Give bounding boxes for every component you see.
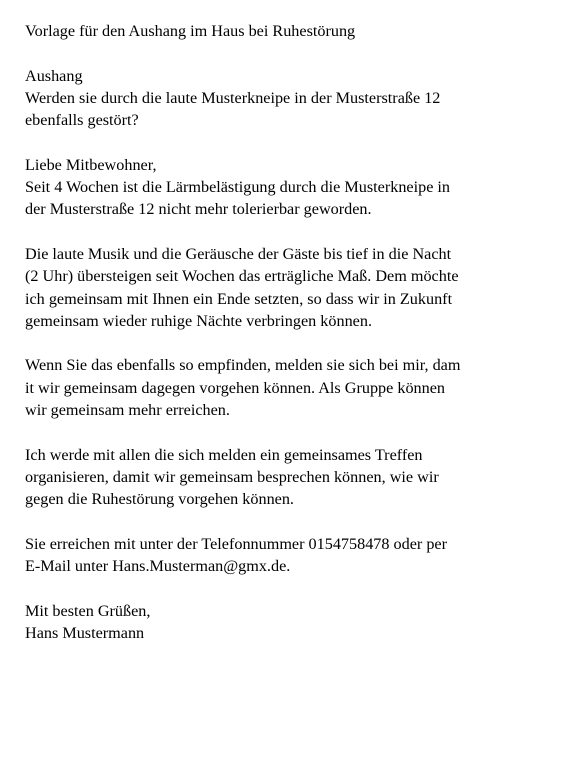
closing: Mit besten Grüßen,: [25, 601, 151, 620]
blank-line: [25, 577, 588, 599]
document-body: [25, 20, 588, 644]
notice-title: Aushang: [25, 66, 83, 85]
paragraph-line: Sie erreichen mit unter der Telefonnummer 0154758478 oder per: [25, 534, 448, 553]
blank-line: [25, 131, 588, 153]
signature: Hans Mustermann: [25, 624, 145, 643]
blank-line: [25, 221, 588, 243]
paragraph-line: der Musterstraße 12 nicht mehr tolerierbar geworden.: [25, 200, 372, 219]
paragraph-line: organisieren, damit wir gemeinsam besprechen können, wie wir: [25, 467, 439, 486]
paragraph-line: gegen die Ruhestörung vorgehen können.: [25, 490, 294, 509]
blank-line: [25, 42, 588, 64]
blank-line: [25, 421, 588, 443]
paragraph-line: gemeinsam wieder ruhige Nächte verbringen können.: [25, 311, 373, 330]
blank-line: [25, 332, 588, 354]
paragraph-line: E-Mail unter Hans.Musterman@gmx.de.: [25, 557, 291, 576]
paragraph-line: Wenn Sie das ebenfalls so empfinden, melden sie sich bei mir, dam: [25, 356, 461, 375]
paragraph-line: Die laute Musik und die Geräusche der Gäste bis tief in die Nacht: [25, 244, 452, 263]
paragraph-line: it wir gemeinsam dagegen vorgehen können. Als Gruppe können: [25, 378, 446, 397]
intro-line: Werden sie durch die laute Musterkneipe in der Musterstraße 12: [25, 88, 441, 107]
paragraph-line: Ich werde mit allen die sich melden ein gemeinsames Treffen: [25, 445, 423, 464]
document-heading: Vorlage für den Aushang im Haus bei Ruhestörung: [25, 22, 356, 40]
intro-line: ebenfalls gestört?: [25, 111, 139, 130]
paragraph-line: wir gemeinsam mehr erreichen.: [25, 401, 230, 420]
paragraph-line: Seit 4 Wochen ist die Lärmbelästigung durch die Musterkneipe in: [25, 178, 451, 197]
blank-line: [25, 511, 588, 533]
paragraph-line: ich gemeinsam mit Ihnen ein Ende setzten, so dass wir in Zukunft: [25, 289, 453, 308]
paragraph-line: (2 Uhr) übersteigen seit Wochen das erträgliche Maß. Dem möchte: [25, 267, 459, 286]
salutation: Liebe Mitbewohner,: [25, 155, 157, 174]
